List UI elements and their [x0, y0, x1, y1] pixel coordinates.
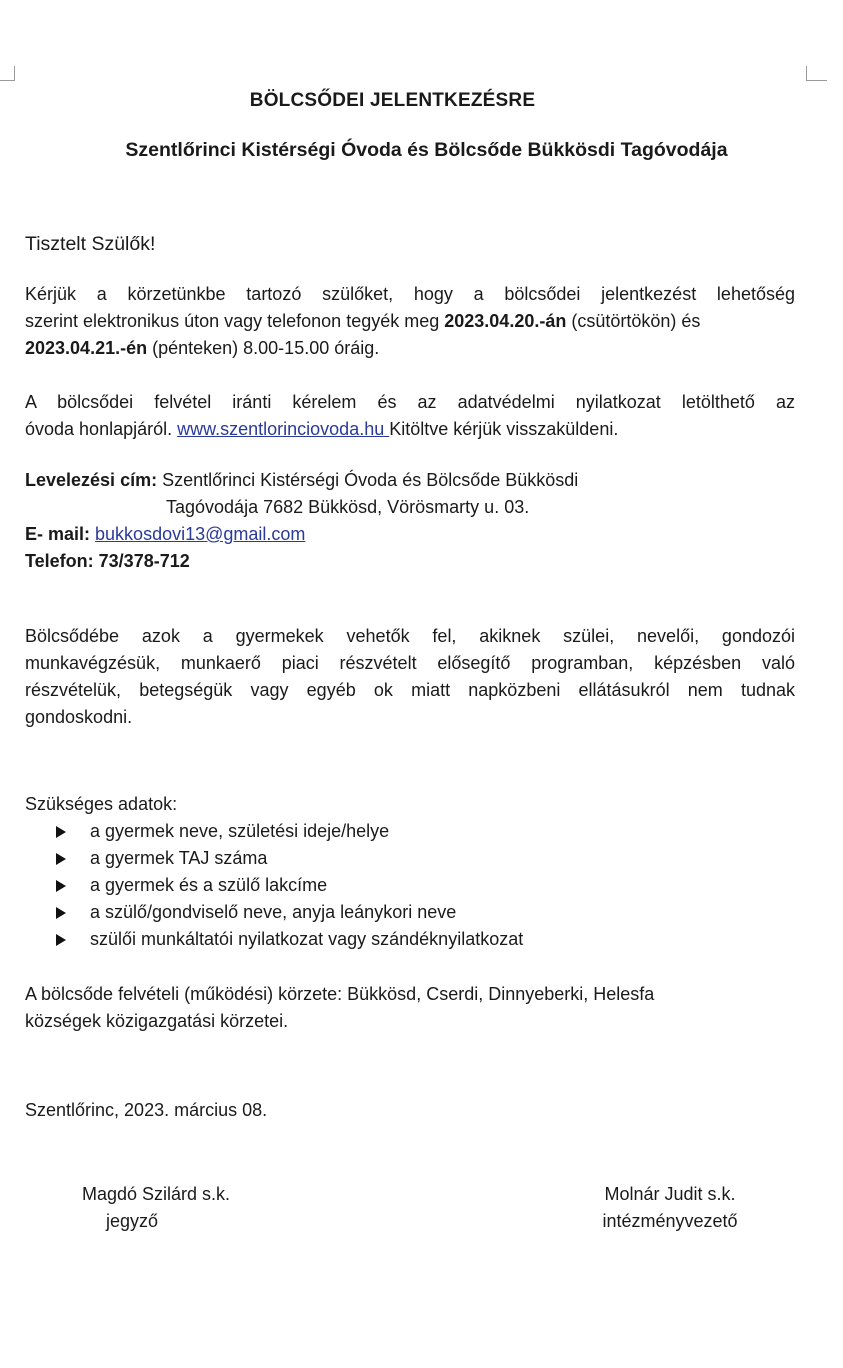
- signature-role: jegyző: [105, 1211, 159, 1231]
- list-item-text: a gyermek és a szülő lakcíme: [90, 875, 328, 895]
- list-item-text: a szülő/gondviselő neve, anyja leánykori neve: [90, 902, 457, 922]
- list-item: [52, 845, 523, 872]
- paragraph-line: A bölcsődei felvétel iránti kérelem és az adatvédelmi nyilatkozat letölthető az: [25, 392, 795, 412]
- document-title: BÖLCSŐDEI JELENTKEZÉSRE: [249, 90, 536, 111]
- address-label: Levelezési cím:: [25, 470, 158, 490]
- registration-date-2: 2023.04.21.-én: [25, 338, 148, 358]
- list-item-text: a gyermek TAJ száma: [90, 848, 268, 868]
- page-corner-mark-right: [806, 66, 827, 81]
- signature-right: [578, 1181, 762, 1235]
- phone-line: [25, 548, 578, 575]
- paragraph-registration: [25, 281, 795, 362]
- place-date: Szentlőrinc, 2023. március 08.: [25, 1100, 268, 1120]
- email-link[interactable]: bukkosdovi13@gmail.com: [95, 524, 306, 544]
- email-label: E- mail:: [25, 524, 91, 544]
- signature-name: Magdó Szilárd s.k.: [81, 1184, 231, 1204]
- paragraph-line: részvételük, betegségük vagy egyéb ok miatt napközbeni ellátásukról nem tudnak: [25, 680, 795, 700]
- phone-text: Telefon: 73/378-712: [25, 551, 190, 571]
- arrow-bullet-icon: [56, 907, 66, 919]
- list-item-text: a gyermek neve, születési ideje/helye: [90, 821, 390, 841]
- paragraph-line: munkavégzésük, munkaerő piaci részvételt elősegítő programban, képzésben való: [25, 653, 795, 673]
- text-span: (pénteken) 8.00-15.00 óráig.: [147, 338, 380, 358]
- website-link[interactable]: www.szentlorinciovoda.hu: [177, 419, 390, 439]
- arrow-bullet-icon: [56, 880, 66, 892]
- greeting: Tisztelt Szülők!: [25, 233, 156, 255]
- paragraph-line: [25, 308, 795, 335]
- signature-role: intézményvezető: [602, 1211, 738, 1231]
- required-heading: Szükséges adatok:: [25, 794, 178, 814]
- paragraph-line: [25, 416, 795, 443]
- text-span: óvoda honlapjáról.: [25, 419, 178, 439]
- required-list: [52, 818, 523, 953]
- paragraph-line: A bölcsőde felvételi (működési) körzete: Bükkösd, Cserdi, Dinnyeberki, Helesfa: [25, 984, 655, 1004]
- paragraph-line: községek közigazgatási körzetei.: [25, 1011, 289, 1031]
- signature-left: [60, 1181, 252, 1235]
- document-subtitle: Szentlőrinci Kistérségi Óvoda és Bölcsőde Bükkösdi Tagóvodája: [125, 139, 728, 161]
- page-corner-mark-left: [0, 66, 15, 81]
- list-item-text: szülői munkáltatói nyilatkozat vagy szándéknyilatkozat: [90, 929, 524, 949]
- paragraph-line: Bölcsődébe azok a gyermekek vehetők fel, akiknek szülei, nevelői, gondozói: [25, 626, 795, 646]
- arrow-bullet-icon: [56, 934, 66, 946]
- registration-date-1: 2023.04.20.-án: [444, 311, 567, 331]
- text-span: (csütörtökön) és: [566, 311, 701, 331]
- signature-name: Molnár Judit s.k.: [604, 1184, 736, 1204]
- list-item: [52, 926, 523, 953]
- paragraph-line: [25, 335, 795, 362]
- paragraph-line: gondoskodni.: [25, 707, 133, 727]
- list-item: [52, 818, 523, 845]
- email-line: [25, 521, 578, 548]
- list-item: [52, 872, 523, 899]
- list-item: [52, 899, 523, 926]
- address-text: Szentlőrinci Kistérségi Óvoda és Bölcsőde Bükkösdi: [157, 470, 579, 490]
- address-line: [25, 467, 578, 494]
- district-paragraph: [25, 981, 654, 1035]
- arrow-bullet-icon: [56, 853, 66, 865]
- paragraph-line: Kérjük a körzetünkbe tartozó szülőket, hogy a bölcsődei jelentkezést lehetőség: [25, 284, 795, 304]
- paragraph-eligibility: [25, 623, 795, 731]
- address-line-2: Tagóvodája 7682 Bükkösd, Vörösmarty u. 03.: [166, 497, 530, 517]
- arrow-bullet-icon: [56, 826, 66, 838]
- paragraph-download: [25, 389, 795, 443]
- text-span: szerint elektronikus úton vagy telefonon tegyék meg: [25, 311, 445, 331]
- contact-block: [25, 467, 578, 575]
- text-span: Kitöltve kérjük visszaküldeni.: [389, 419, 619, 439]
